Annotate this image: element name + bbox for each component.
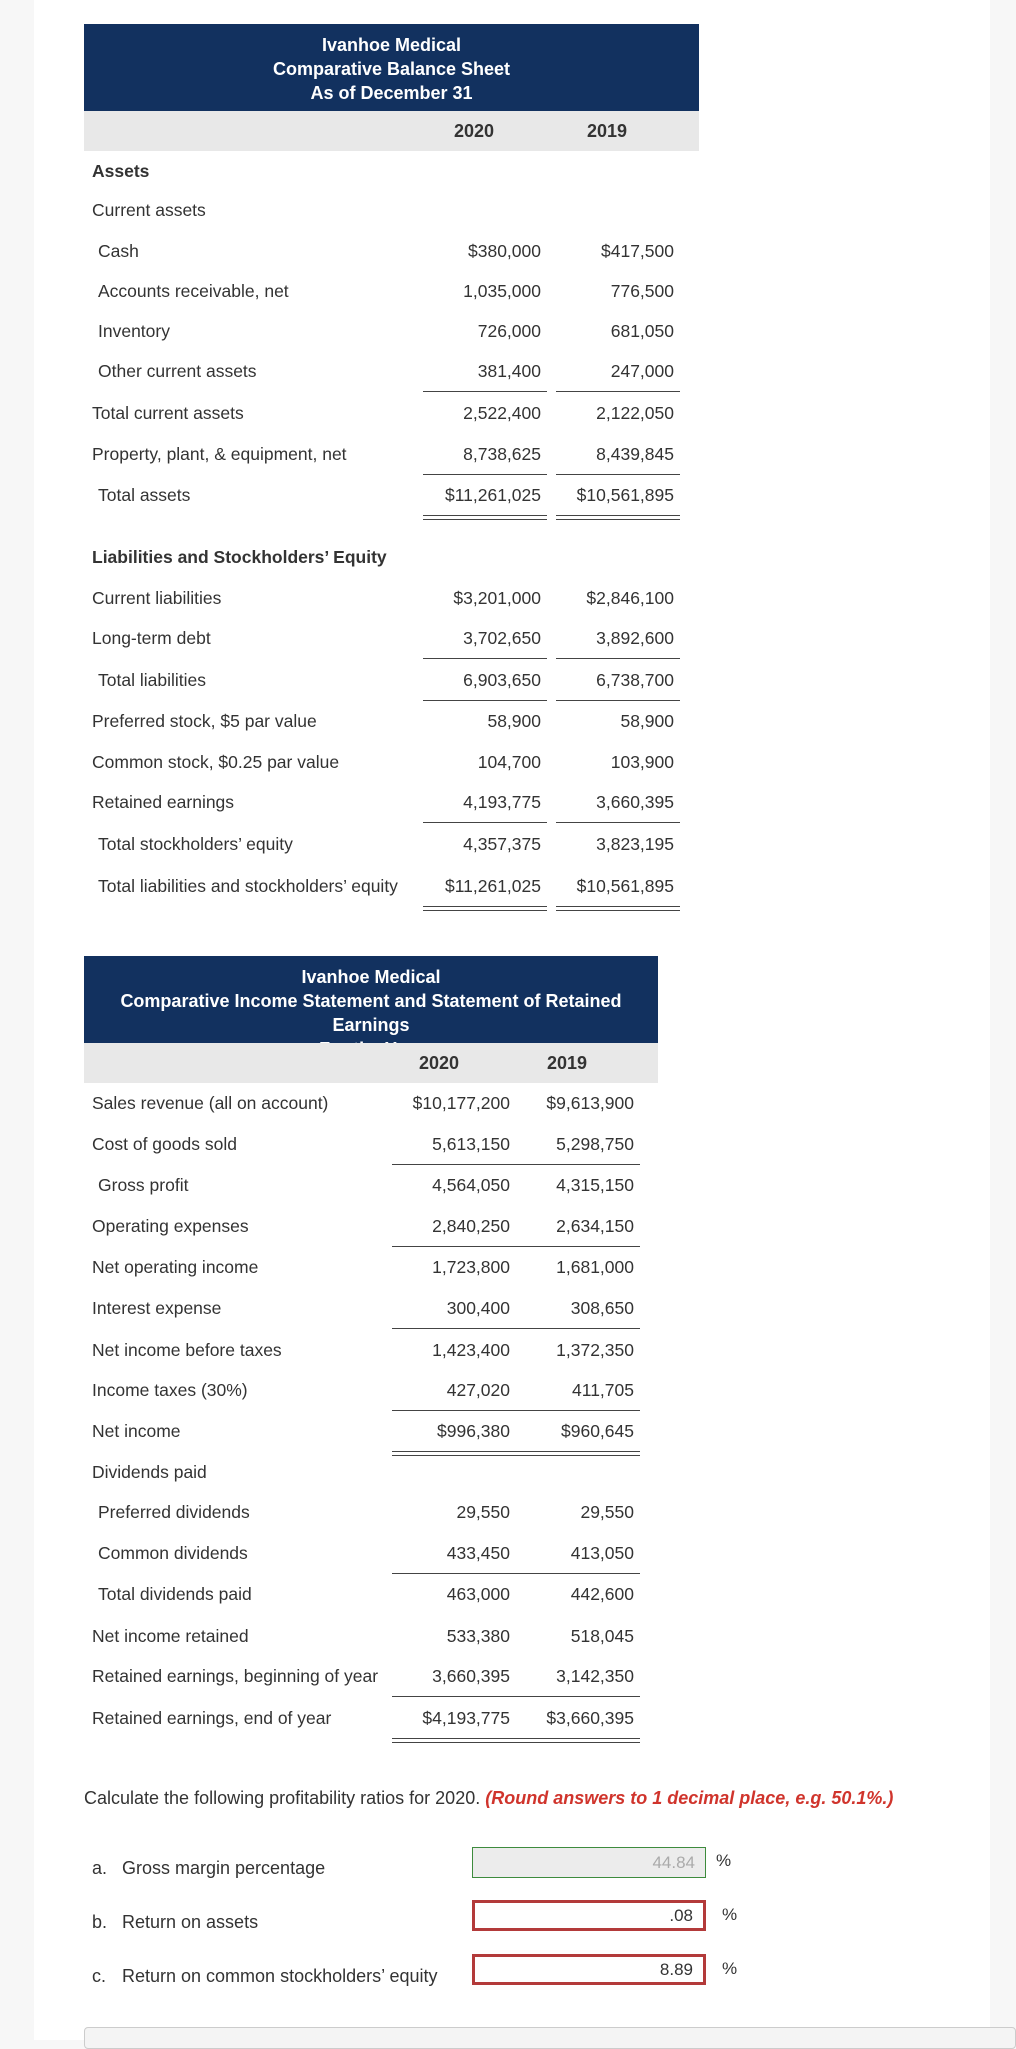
- row-label: Long-term debt: [92, 628, 211, 648]
- table-row: [84, 393, 699, 434]
- value-prior-year: $9,613,900: [546, 1093, 634, 1113]
- value-current-year: 4,193,775: [429, 782, 541, 823]
- row-label: Total liabilities and stockholders’ equity: [98, 876, 398, 896]
- value-prior-year: 58,900: [620, 711, 674, 731]
- row-label: Interest expense: [92, 1298, 222, 1318]
- value-current-year: 463,000: [446, 1584, 510, 1604]
- value-prior-year: 411,705: [522, 1370, 634, 1411]
- value-prior-year: $10,561,895: [562, 475, 674, 516]
- row-label: Accounts receivable, net: [98, 281, 289, 301]
- percent-sign: %: [716, 1851, 732, 1870]
- value-current-year: 2,840,250: [398, 1206, 510, 1247]
- table-row: [84, 231, 699, 272]
- value-current-year: 3,660,395: [398, 1656, 510, 1697]
- value-current-year: 104,700: [477, 752, 541, 772]
- table-row: [84, 1574, 658, 1615]
- question-c: [92, 1961, 437, 1991]
- year-2020: 2020: [453, 121, 495, 141]
- table-row: [84, 618, 699, 659]
- question-label: Gross margin percentage: [122, 1858, 326, 1878]
- value-current-year: 4,564,050: [432, 1175, 510, 1195]
- row-label: Total liabilities: [98, 670, 206, 690]
- table-row: [84, 1492, 658, 1533]
- value-current-year: 2,522,400: [463, 403, 541, 423]
- table-row: [84, 1533, 658, 1574]
- table-row: [84, 578, 699, 619]
- value-current-year: $10,177,200: [412, 1093, 510, 1113]
- row-label: Net income retained: [92, 1626, 249, 1646]
- income-statement-years: [84, 1043, 658, 1083]
- table-row: [84, 1616, 658, 1657]
- table-row: [84, 824, 699, 865]
- table-row: [84, 271, 699, 312]
- year-2019: 2019: [586, 121, 628, 141]
- value-prior-year: 247,000: [562, 351, 674, 392]
- value-current-year: 300,400: [398, 1288, 510, 1329]
- row-label: Total assets: [98, 485, 191, 505]
- value-prior-year: $417,500: [601, 241, 674, 261]
- table-row: [84, 1698, 658, 1739]
- row-label: Retained earnings, beginning of year: [92, 1666, 379, 1686]
- row-label: Total stockholders’ equity: [98, 834, 293, 854]
- year-2019: 2019: [546, 1053, 588, 1073]
- value-prior-year: 518,045: [570, 1626, 634, 1646]
- row-label: Sales revenue (all on account): [92, 1093, 329, 1113]
- value-prior-year: $2,846,100: [586, 588, 674, 608]
- row-label: Retained earnings, end of year: [92, 1708, 332, 1728]
- table-row: [84, 1656, 658, 1697]
- question-b: [92, 1907, 258, 1937]
- question-label: Return on common stockholders’ equity: [122, 1966, 438, 1986]
- table-row: [84, 1124, 658, 1165]
- balance-sheet-company: Ivanhoe Medical: [321, 35, 462, 55]
- balance-sheet-years: [84, 111, 699, 151]
- row-label: Common dividends: [98, 1543, 248, 1563]
- value-current-year: 1,035,000: [463, 281, 541, 301]
- value-current-year: $380,000: [468, 241, 541, 261]
- row-label: Net operating income: [92, 1257, 259, 1277]
- value-current-year: $4,193,775: [398, 1698, 510, 1739]
- row-label: Other current assets: [98, 361, 257, 381]
- income-statement-company: Ivanhoe Medical: [301, 967, 441, 987]
- table-row: [84, 660, 699, 701]
- instructions: [84, 1783, 893, 1813]
- row-label: Liabilities and Stockholders’ Equity: [92, 547, 387, 567]
- value-current-year: 726,000: [477, 321, 541, 341]
- row-label: Inventory: [98, 321, 170, 341]
- row-label: Preferred dividends: [98, 1502, 250, 1522]
- value-current-year: 427,020: [398, 1370, 510, 1411]
- row-label: Total dividends paid: [98, 1584, 252, 1604]
- return-on-assets-input[interactable]: [472, 1900, 706, 1931]
- income-statement-title: Comparative Income Statement and Statement of Retained Earnings: [120, 991, 622, 1035]
- value-prior-year: 776,500: [610, 281, 674, 301]
- value-prior-year: 442,600: [570, 1584, 634, 1604]
- value-prior-year: 4,315,150: [556, 1175, 634, 1195]
- value-prior-year: 2,634,150: [522, 1206, 634, 1247]
- row-label: Retained earnings: [92, 792, 235, 812]
- row-label: Current assets: [92, 200, 206, 220]
- table-row: [84, 742, 699, 783]
- value-current-year: 5,613,150: [398, 1124, 510, 1165]
- rounding-note: (Round answers to 1 decimal place, e.g. 50.1%.): [485, 1788, 894, 1808]
- table-row: [84, 190, 699, 231]
- value-prior-year: 29,550: [580, 1502, 634, 1522]
- value-prior-year: 8,439,845: [562, 434, 674, 475]
- value-prior-year: 308,650: [522, 1288, 634, 1329]
- row-label: Preferred stock, $5 par value: [92, 711, 317, 731]
- value-current-year: 4,357,375: [463, 834, 541, 854]
- income-statement: [84, 956, 658, 1728]
- value-prior-year: 103,900: [610, 752, 674, 772]
- table-row: [84, 1370, 658, 1411]
- row-label: Assets: [92, 161, 150, 181]
- question-letter: b.: [92, 1912, 108, 1932]
- value-current-year: 3,702,650: [429, 618, 541, 659]
- value-prior-year: 5,298,750: [522, 1124, 634, 1165]
- worksheet: [34, 0, 990, 2040]
- value-prior-year: $10,561,895: [562, 866, 674, 907]
- table-row: [84, 1288, 658, 1329]
- gross-margin-input[interactable]: [472, 1847, 706, 1878]
- question-label: Return on assets: [122, 1912, 259, 1932]
- row-label: Common stock, $0.25 par value: [92, 752, 340, 772]
- table-row: [84, 537, 699, 578]
- value-prior-year: 2,122,050: [596, 403, 674, 423]
- value-prior-year: $960,645: [522, 1411, 634, 1452]
- value-current-year: $11,261,025: [429, 866, 541, 907]
- row-label: Current liabilities: [92, 588, 222, 608]
- row-label: Property, plant, & equipment, net: [92, 444, 347, 464]
- next-panel: [84, 2027, 1016, 2049]
- row-label: Net income before taxes: [92, 1340, 282, 1360]
- balance-sheet-header: [84, 24, 699, 111]
- balance-sheet-title: Comparative Balance Sheet: [272, 59, 511, 79]
- row-label: Operating expenses: [92, 1216, 249, 1236]
- value-prior-year: 6,738,700: [562, 660, 674, 701]
- value-current-year: 381,400: [429, 351, 541, 392]
- value-current-year: 58,900: [487, 711, 541, 731]
- value-current-year: $3,201,000: [453, 588, 541, 608]
- value-current-year: 533,380: [446, 1626, 510, 1646]
- instructions-text: Calculate the following profitability ratios for 2020.: [84, 1788, 481, 1808]
- table-row: [84, 311, 699, 352]
- value-current-year: 1,423,400: [432, 1340, 510, 1360]
- value-prior-year: 3,660,395: [562, 782, 674, 823]
- row-label: Income taxes (30%): [92, 1380, 248, 1400]
- value-current-year: 433,450: [398, 1533, 510, 1574]
- value-prior-year: 3,142,350: [522, 1656, 634, 1697]
- return-on-equity-input[interactable]: [472, 1954, 706, 1985]
- table-row: [84, 1165, 658, 1206]
- table-row: [84, 1206, 658, 1247]
- row-label: Gross profit: [98, 1175, 189, 1195]
- table-row: [84, 1411, 658, 1452]
- value-prior-year: 3,892,600: [562, 618, 674, 659]
- value-current-year: 6,903,650: [429, 660, 541, 701]
- question-letter: c.: [92, 1966, 107, 1986]
- value-prior-year: 3,823,195: [596, 834, 674, 854]
- table-row: [84, 351, 699, 392]
- table-row: [84, 475, 699, 516]
- table-row: [84, 1330, 658, 1371]
- table-row: [84, 701, 699, 742]
- table-row: [84, 1247, 658, 1288]
- income-statement-header: [84, 956, 658, 1043]
- table-row: [84, 1083, 658, 1124]
- row-label: Cost of goods sold: [92, 1134, 237, 1154]
- value-current-year: $996,380: [398, 1411, 510, 1452]
- value-current-year: $11,261,025: [429, 475, 541, 516]
- question-letter: a.: [92, 1858, 108, 1878]
- percent-sign: %: [722, 1905, 738, 1924]
- row-label: Net income: [92, 1421, 181, 1441]
- table-row: [84, 1452, 658, 1493]
- table-row: [84, 782, 699, 823]
- table-row: [84, 866, 699, 907]
- table-row: [84, 434, 699, 475]
- value-current-year: 1,723,800: [432, 1257, 510, 1277]
- row-label: Cash: [98, 241, 139, 261]
- value-prior-year: 413,050: [522, 1533, 634, 1574]
- table-row: [84, 151, 699, 192]
- value-prior-year: 1,681,000: [556, 1257, 634, 1277]
- value-prior-year: $3,660,395: [522, 1698, 634, 1739]
- year-2020: 2020: [418, 1053, 460, 1073]
- value-prior-year: 1,372,350: [556, 1340, 634, 1360]
- balance-sheet-date: As of December 31: [310, 83, 473, 103]
- value-prior-year: 681,050: [610, 321, 674, 341]
- question-a: [92, 1853, 325, 1883]
- row-label: Dividends paid: [92, 1462, 207, 1482]
- value-current-year: 29,550: [456, 1502, 510, 1522]
- row-label: Total current assets: [92, 403, 244, 423]
- balance-sheet: [84, 24, 699, 896]
- percent-sign: %: [722, 1959, 738, 1978]
- value-current-year: 8,738,625: [429, 434, 541, 475]
